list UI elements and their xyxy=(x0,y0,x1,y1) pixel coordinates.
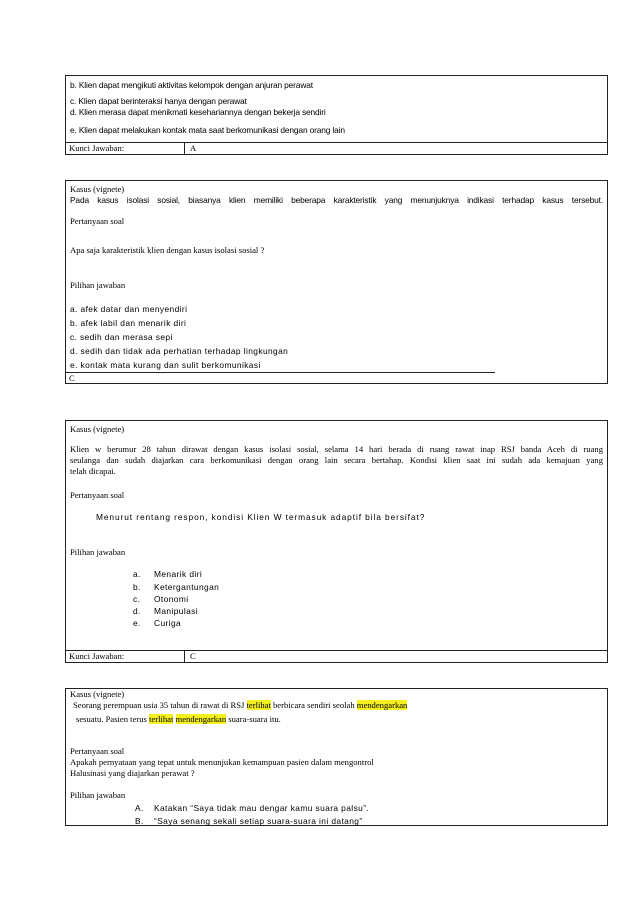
question-label: Pertanyaan soal xyxy=(70,490,125,500)
case-line-3: telah dicapai. xyxy=(70,466,116,476)
answer-key-value: C xyxy=(190,651,196,661)
option-letter-B: B. xyxy=(135,816,144,826)
case-line-1 xyxy=(73,700,407,710)
option-text-B: “Saya senang sekali setiap suara-suara ini datang” xyxy=(154,816,363,826)
option-e: e. kontak mata kurang dan sulit berkomunikasi xyxy=(70,360,261,370)
case-label: Kasus (vignete) xyxy=(70,184,125,194)
answer-key-label: Kunci Jawaban: xyxy=(69,651,125,661)
question-text: Menurut rentang respon, kondisi Klien W termasuk adaptif bila bersifat? xyxy=(96,512,426,522)
option-letter-b: b. xyxy=(133,582,141,592)
option-letter-a: a. xyxy=(133,569,141,579)
options-label: Pilihan jawaban xyxy=(70,547,126,557)
option-b: b. Klien dapat mengikuti aktivitas kelompok dengan anjuran perawat xyxy=(70,80,313,90)
question-label: Pertanyaan soal xyxy=(70,746,125,756)
option-a: a. afek datar dan menyendiri xyxy=(70,304,188,314)
question-line-2: Halusinasi yang diajarkan perawat ? xyxy=(70,768,195,778)
options-label: Pilihan jawaban xyxy=(70,280,126,290)
case-line-2 xyxy=(76,714,281,724)
case-text: Pada kasus isolasi sosial, biasanya klien memiliki beberapa karakteristik yang menunjuknya indikasi terhadap kasus tersebut. xyxy=(70,195,603,205)
answer-key-divider xyxy=(184,143,185,154)
option-text-d: Manipulasi xyxy=(154,606,199,616)
question-label: Pertanyaan soal xyxy=(70,216,125,226)
case-line-2: seulanga dan sudah diajarkan cara berkomunikasi dengan orang lain secara bertahap. Kondisi klien saat ini sudah ada kemajuan yang xyxy=(70,455,603,465)
option-e: e. Klien dapat melakukan kontak mata saat berkomunikasi dengan orang lain xyxy=(70,125,345,135)
case-label: Kasus (vignete) xyxy=(70,424,125,434)
option-d: d. Klien merasa dapat menikmati kesehariannya dengan bekerja sendiri xyxy=(70,107,326,117)
options-label: Pilihan jawaban xyxy=(70,790,126,800)
option-letter-e: e. xyxy=(133,618,141,628)
option-letter-A: A. xyxy=(135,803,144,813)
answer-key-row xyxy=(66,142,607,154)
question-block-4 xyxy=(65,688,608,826)
case-line-1: Klien w berumur 28 tahun dirawat dengan kasus isolasi sosial, selama 14 hari berada di ruang rawat inap RSJ banda Aceh di ruang xyxy=(70,444,603,454)
answer-key-label: Kunci Jawaban: xyxy=(69,143,125,153)
highlight-mendengarkan: mendengarkan xyxy=(356,700,408,710)
case-line-2-part-c: suara-suara itu. xyxy=(226,714,281,724)
option-c: c. sedih dan merasa sepi xyxy=(70,332,173,342)
question-block-3 xyxy=(65,420,608,663)
question-text: Apa saja karakteristik klien dengan kasus isolasi sosial ? xyxy=(70,245,265,255)
highlight-terlihat: terlihat xyxy=(149,714,174,724)
case-label: Kasus (vignete) xyxy=(70,689,125,699)
option-b: b. afek labil dan menarik diri xyxy=(70,318,187,328)
option-letter-c: c. xyxy=(133,594,141,604)
option-text-A: Katakan “Saya tidak mau dengar kamu suara palsu”. xyxy=(154,803,370,813)
option-d: d. sedih dan tidak ada perhatian terhadap lingkungan xyxy=(70,346,289,356)
question-line-1: Apakah pernyataan yang tepat untuk menunjukan kemampuan pasien dalam mengontrol xyxy=(70,757,374,767)
answer-row xyxy=(66,372,495,384)
answer-key-row xyxy=(66,650,607,662)
answer-value: C xyxy=(69,373,75,383)
option-c: c. Klien dapat berinteraksi hanya dengan perawat xyxy=(70,96,247,106)
option-text-c: Otonomi xyxy=(154,594,189,604)
option-text-b: Ketergantungan xyxy=(154,582,220,592)
option-text-a: Menarik diri xyxy=(154,569,203,579)
option-text-e: Curiga xyxy=(154,618,182,628)
answer-key-value: A xyxy=(190,143,197,153)
case-line-1-part-b: berbicara sendiri seolah xyxy=(270,700,357,710)
answer-key-divider xyxy=(184,651,185,662)
case-line-2-part-a: sesuatu. Pasien terus xyxy=(76,714,150,724)
option-letter-d: d. xyxy=(133,606,141,616)
question-block-1 xyxy=(65,75,608,155)
case-line-1-part-a: Seorang perempuan usia 35 tahun di rawat di RSJ xyxy=(73,700,247,710)
highlight-mendengarkan: mendengarkan xyxy=(175,714,227,724)
highlight-terlihat: terlihat xyxy=(246,700,271,710)
question-block-2 xyxy=(65,180,608,384)
